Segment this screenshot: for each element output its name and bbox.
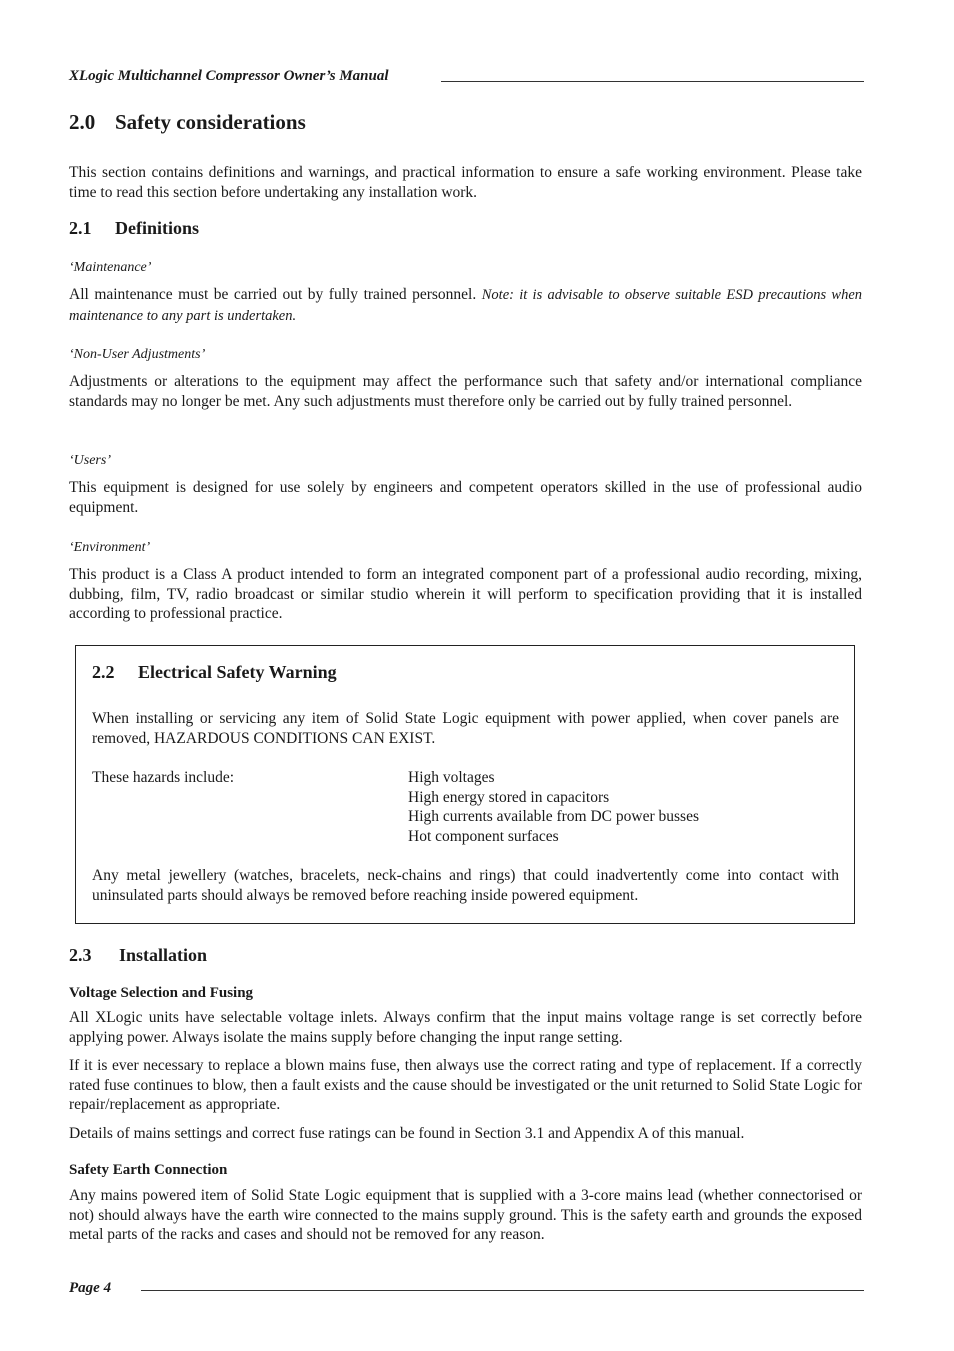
hazards-label: These hazards include: <box>92 769 235 786</box>
section-heading <box>69 110 306 135</box>
environment-label: ‘Environment’ <box>69 540 151 555</box>
earth-p1: Any mains powered item of Solid State Logic equipment that is supplied with a 3-core mains lead (whether connectorised or not) should always have the earth wire connected to the mains supply ground. This is the safety earth and grounds the exposed metal parts of the racks and cases and should not be removed for any reason. <box>69 1187 862 1244</box>
voltage-subheading: Voltage Selection and Fusing <box>69 985 254 1001</box>
hazard-item: High currents available from DC power busses <box>408 808 699 826</box>
earth-subheading: Safety Earth Connection <box>69 1162 228 1178</box>
electrical-intro: When installing or servicing any item of Solid State Logic equipment with power applied, when cover panels are removed, HAZARDOUS CONDITIONS CAN EXIST. <box>92 710 839 747</box>
hazard-item: High voltages <box>408 769 495 786</box>
installation-title: Installation <box>119 945 208 965</box>
voltage-p2: If it is ever necessary to replace a blown mains fuse, then always use the correct rating and type of replacement. If a correctly rated fuse continues to blow, then a fault exists and the cause should be investigated or the unit returned to Solid State Logic for repair/replacement as appropriate. <box>69 1057 862 1114</box>
electrical-title: Electrical Safety Warning <box>138 662 337 682</box>
section-title: Safety considerations <box>115 110 306 134</box>
non-user-label: ‘Non-User Adjustments’ <box>69 347 206 362</box>
maintenance-label: ‘Maintenance’ <box>69 260 152 275</box>
hazard-item: High energy stored in capacitors <box>408 788 610 806</box>
definitions-number: 2.1 <box>69 218 92 238</box>
jewellery-warning: Any metal jewellery (watches, bracelets, neck-chains and rings) that could inadvertently come into contact with uninsulated parts should always be removed before reaching inside powered equipment. <box>92 867 839 904</box>
installation-heading <box>69 945 207 966</box>
voltage-p3: Details of mains settings and correct fuse ratings can be found in Section 3.1 and Appendix A of this manual. <box>69 1125 745 1142</box>
maintenance-text <box>69 285 862 326</box>
section-number: 2.0 <box>69 110 96 134</box>
electrical-warning-box <box>75 645 855 924</box>
voltage-p1: All XLogic units have selectable voltage inlets. Always confirm that the input mains voltage range is set correctly before applying power. Always isolate the mains supply before changing the input range setting. <box>69 1009 862 1046</box>
environment-text: This product is a Class A product intended to form an integrated component part of a professional audio recording, mixing, dubbing, film, TV, radio broadcast or similar studio wherein it will perform to specification providing that it is installed according to professional practice. <box>69 566 862 623</box>
maintenance-note: Note: it is advisable to observe suitable ESD precautions when maintenance to any part is undertaken. <box>69 287 863 324</box>
footer-rule <box>141 1290 864 1291</box>
page-number: Page 4 <box>69 1280 112 1296</box>
section-intro: This section contains definitions and warnings, and practical information to ensure a safe working environment. Please take time to read this section before undertaking any installation work. <box>69 164 862 201</box>
electrical-heading <box>92 662 337 683</box>
users-text: This equipment is designed for use solely by engineers and competent operators skilled in the use of professional audio equipment. <box>69 479 862 516</box>
hazards-list <box>408 768 699 846</box>
installation-number: 2.3 <box>69 945 92 965</box>
running-header: XLogic Multichannel Compressor Owner’s Manual <box>69 68 389 84</box>
electrical-number: 2.2 <box>92 662 115 682</box>
hazard-item: Hot component surfaces <box>408 827 559 845</box>
maintenance-body: All maintenance must be carried out by fully trained personnel. <box>69 286 477 303</box>
definitions-heading <box>69 218 199 239</box>
users-label: ‘Users’ <box>69 453 111 468</box>
definitions-title: Definitions <box>115 218 200 238</box>
non-user-text: Adjustments or alterations to the equipment may affect the performance such that safety and/or international compliance standards may no longer be met. Any such adjustments must therefore only be carried out by fully trained personnel. <box>69 373 862 410</box>
header-rule <box>441 81 864 82</box>
